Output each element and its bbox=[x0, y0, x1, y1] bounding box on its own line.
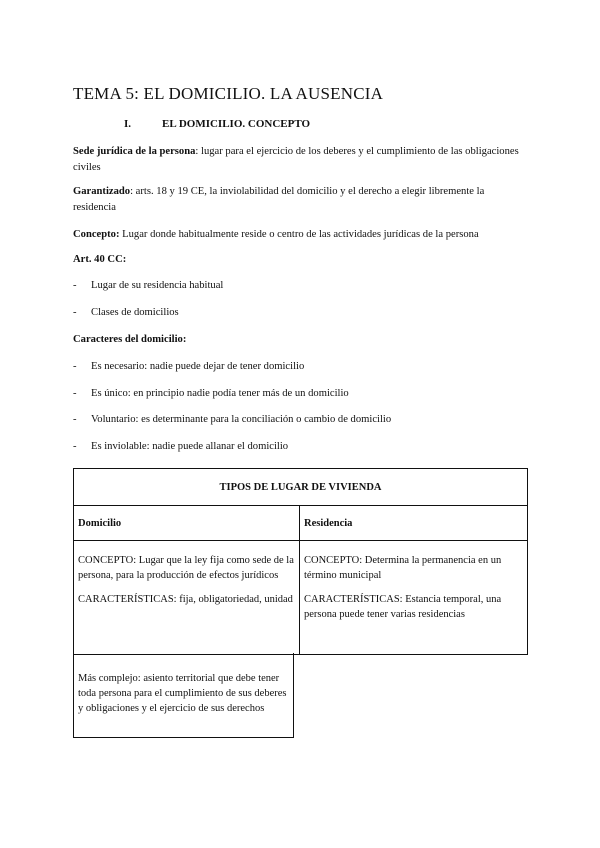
section-number: I. bbox=[124, 118, 132, 130]
list-item: - Es único: en principio nadie podía tener más de un domicilio bbox=[73, 388, 349, 399]
list-item: - Es necesario: nadie puede dejar de tener domicilio bbox=[73, 361, 305, 372]
table-caption: TIPOS DE LUGAR DE VIVIENDA bbox=[74, 469, 528, 506]
section-heading bbox=[124, 118, 310, 130]
residencia-characteristics: CARACTERÍSTICAS: Estancia temporal, una persona puede tener varias residencias bbox=[304, 594, 502, 620]
art40-heading: Art. 40 CC: bbox=[73, 254, 127, 265]
list-item: - Lugar de su residencia habitual bbox=[73, 280, 224, 291]
residencia-concept: CONCEPTO: Determina la permanencia en un término municipal bbox=[304, 555, 502, 581]
paragraph-text: : lugar para el ejercicio de los deberes y el cumplimiento de las obligaciones civiles bbox=[73, 146, 519, 173]
paragraph-concepto bbox=[73, 227, 543, 243]
paragraph-label: Concepto: bbox=[73, 229, 120, 240]
domicilio-characteristics: CARACTERÍSTICAS: fija, obligatoriedad, unidad bbox=[78, 594, 293, 605]
list-item: - Es inviolable: nadie puede allanar el domicilio bbox=[73, 441, 289, 452]
list-item: - Voluntario: es determinante para la conciliación o cambio de domicilio bbox=[73, 414, 392, 425]
column-header-residencia: Residencia bbox=[300, 506, 528, 541]
paragraph-text: Lugar donde habitualmente reside o centro de las actividades jurídicas de la persona bbox=[119, 229, 479, 240]
extra-note-cell: Más complejo: asiento territorial que debe tener toda persona para el cumplimiento de sus deberes y obligaciones y el ejercicio de sus derechos bbox=[73, 653, 294, 738]
column-header-domicilio: Domicilio bbox=[74, 506, 300, 541]
document-title: TEMA 5: EL DOMICILIO. LA AUSENCIA bbox=[73, 84, 384, 103]
paragraph-label: Sede jurídica de la persona bbox=[73, 146, 196, 157]
section-title: EL DOMICILIO. CONCEPTO bbox=[162, 118, 311, 130]
paragraph-sede bbox=[73, 144, 523, 176]
table-cell-domicilio bbox=[74, 541, 300, 655]
table-cell-residencia bbox=[300, 541, 528, 655]
paragraph-label: Garantizado bbox=[73, 186, 131, 197]
paragraph-garantizado bbox=[73, 184, 523, 216]
domicilio-concept: CONCEPTO: Lugar que la ley fija como sede de la persona, para la producción de efectos jurídicos bbox=[78, 555, 294, 581]
housing-types-table bbox=[73, 468, 528, 655]
caracteres-heading: Caracteres del domicilio: bbox=[73, 334, 187, 345]
list-item: - Clases de domicilios bbox=[73, 307, 179, 318]
paragraph-text: : arts. 18 y 19 CE, la inviolabilidad del domicilio y el derecho a elegir libremente la residencia bbox=[73, 186, 485, 213]
